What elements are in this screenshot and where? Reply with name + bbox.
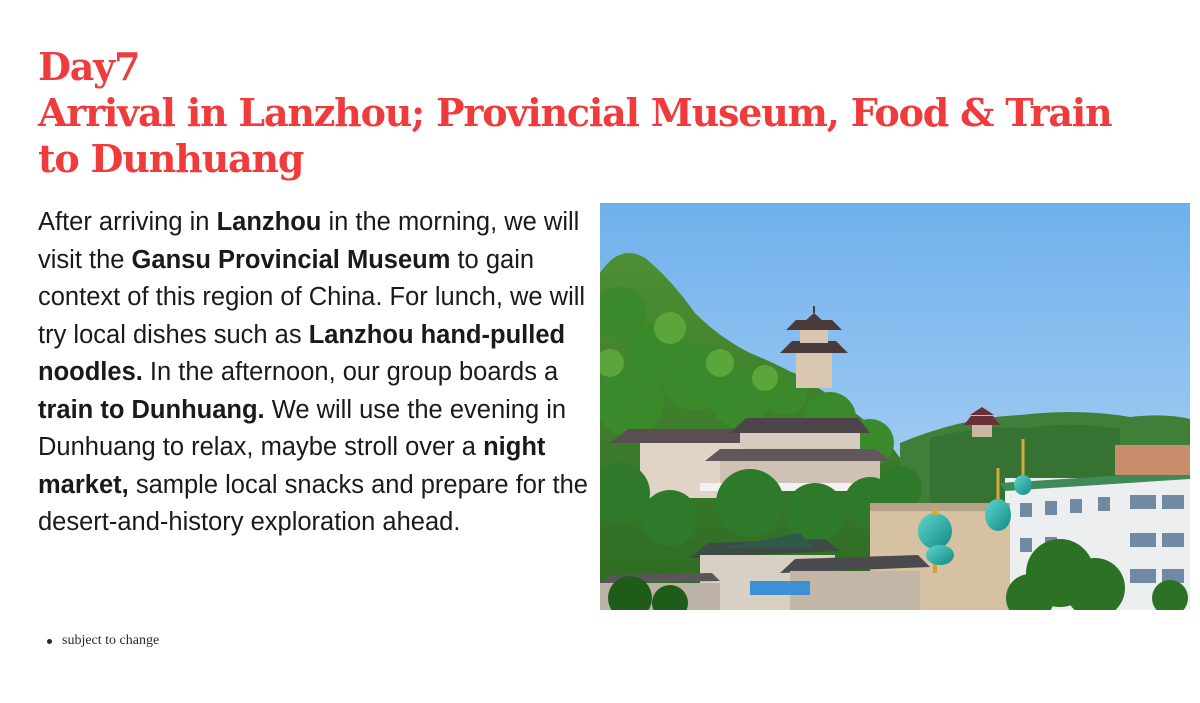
note-text: subject to change bbox=[62, 633, 160, 648]
description-highlight: Lanzhou hand-pulled noodles. bbox=[38, 320, 566, 386]
description-segment: In the afternoon, our group boards a bbox=[142, 358, 559, 386]
description-highlight: Gansu Provincial Museum bbox=[131, 245, 451, 274]
notes-list bbox=[44, 630, 159, 652]
description-highlight: Lanzhou bbox=[216, 208, 322, 236]
description-segment: sample local snacks and prepare for the desert-and-history exploration ahead. bbox=[38, 470, 588, 536]
day-heading bbox=[38, 44, 1158, 182]
description-segment: After arriving in bbox=[38, 208, 217, 236]
description-segment: in the morning, we will visit the bbox=[38, 208, 580, 274]
day-description bbox=[38, 204, 598, 542]
description-segment: We will use the evening in Dunhuang to relax, maybe stroll over a bbox=[38, 395, 567, 461]
description-highlight: train to Dunhuang. bbox=[38, 395, 265, 424]
day-label: Day7 bbox=[38, 44, 140, 89]
lanzhou-hillside-photo bbox=[600, 203, 1190, 610]
bullet-icon bbox=[47, 639, 52, 644]
description-highlight: night market, bbox=[38, 433, 546, 499]
note-item bbox=[44, 630, 159, 652]
day-title-line-1: Arrival in Lanzhou; Provincial Museum, Food & Train bbox=[38, 90, 1112, 135]
description-segment: to gain context of this region of China. For lunch, we will try local dishes such as bbox=[38, 245, 586, 349]
day-title-line-2: to Dunhuang bbox=[38, 136, 304, 181]
photo-illustration bbox=[600, 203, 1190, 610]
